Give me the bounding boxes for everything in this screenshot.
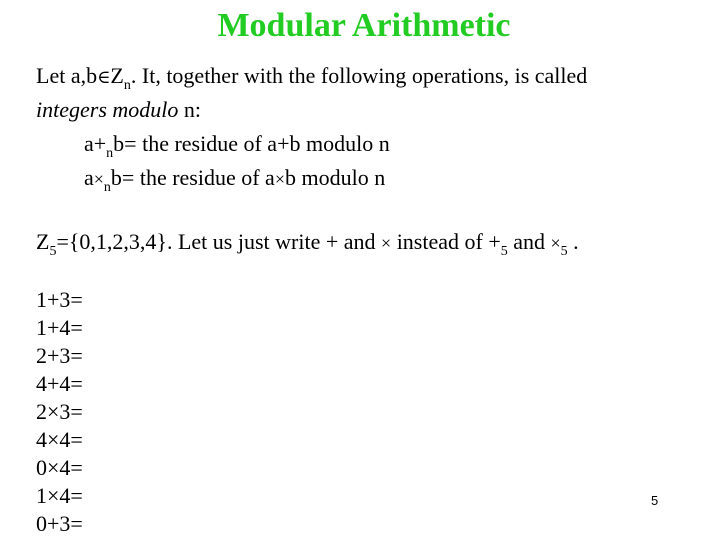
exercise-item: 1+3=	[36, 287, 83, 312]
times-symbol-2: ×	[274, 169, 285, 189]
page-title: Modular Arithmetic	[217, 7, 511, 44]
times-symbol: ×	[93, 169, 104, 189]
z5-end-text: .	[567, 229, 579, 254]
addition-definition	[84, 130, 390, 162]
add-subscript: n	[106, 146, 114, 161]
integers-modulo-term: integers modulo	[36, 97, 179, 122]
add-a-text: a+	[84, 131, 107, 156]
set-z-text: Z	[110, 63, 124, 88]
exercise-item: 4×4=	[36, 427, 83, 452]
z5-mid-text: instead of +	[391, 229, 501, 254]
plus5-subscript: 5	[500, 244, 508, 259]
intro-line-2	[36, 96, 201, 124]
intro-rest-text: . It, together with the following operations, is called	[130, 63, 588, 88]
times-symbol-3: ×	[381, 233, 392, 253]
mul-subscript: n	[103, 180, 111, 195]
mul-a-text: a	[84, 165, 94, 190]
exercise-item: 0+3=	[36, 511, 83, 536]
times-symbol-4: ×	[550, 233, 561, 253]
intro-line-2-rest: n:	[178, 97, 202, 122]
multiplication-definition	[84, 164, 385, 196]
z5-and-text: and	[507, 229, 551, 254]
exercise-item: 1+4=	[36, 315, 83, 340]
z5-definition-line	[36, 228, 579, 260]
exercise-item: 2×3=	[36, 399, 83, 424]
mul-rest-text: b= the residue of a	[110, 165, 275, 190]
z5-z-text: Z	[36, 229, 50, 254]
intro-line-1	[36, 62, 587, 94]
times5-subscript: 5	[560, 244, 568, 259]
page-number: 5	[651, 493, 659, 508]
z5-subscript: 5	[49, 244, 57, 259]
element-of-symbol: ∈	[97, 67, 111, 87]
exercise-item: 2+3=	[36, 343, 83, 368]
set-subscript: n	[123, 78, 131, 93]
intro-let-text: Let a,b	[36, 63, 98, 88]
mul-end-text: b modulo n	[284, 165, 386, 190]
add-rest-text: b= the residue of a+b modulo n	[113, 131, 390, 156]
exercise-item: 0×4=	[36, 455, 83, 480]
exercise-item: 1×4=	[36, 483, 83, 508]
z5-set-text: ={0,1,2,3,4}. Let us just write + and	[56, 229, 382, 254]
exercise-item: 4+4=	[36, 371, 83, 396]
